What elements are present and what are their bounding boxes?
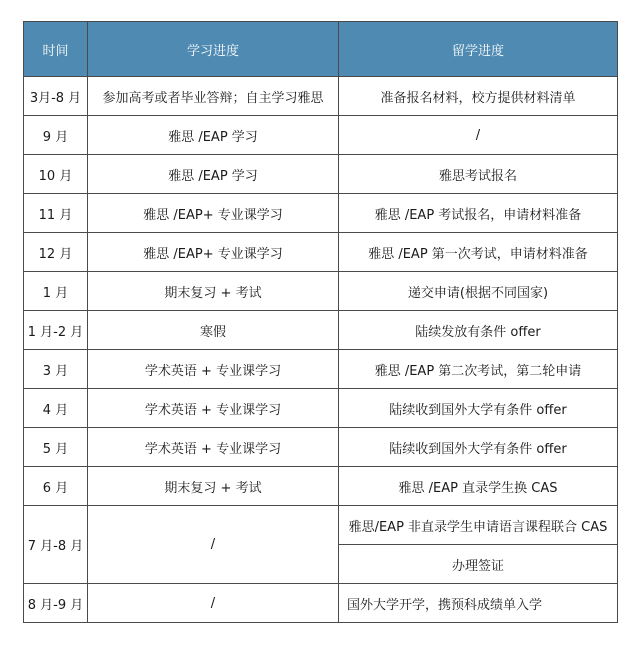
abroad-cell: 雅思 /EAP 第一次考试，申请材料准备 bbox=[339, 233, 618, 272]
table-row bbox=[24, 584, 618, 623]
time-cell: 7 月-8 月 bbox=[24, 506, 88, 584]
time-cell: 12 月 bbox=[24, 233, 88, 272]
table-row bbox=[24, 311, 618, 350]
abroad-cell: 陆续发放有条件 offer bbox=[339, 311, 618, 350]
study-cell: 参加高考或者毕业答辩；自主学习雅思 bbox=[88, 77, 339, 116]
time-cell: 10 月 bbox=[24, 155, 88, 194]
table-row bbox=[24, 77, 618, 116]
header-abroad-progress: 留学进度 bbox=[339, 22, 618, 77]
time-cell: 4 月 bbox=[24, 389, 88, 428]
study-cell: / bbox=[88, 506, 339, 584]
abroad-cell: 雅思考试报名 bbox=[339, 155, 618, 194]
time-cell: 5 月 bbox=[24, 428, 88, 467]
study-cell: 雅思 /EAP+ 专业课学习 bbox=[88, 194, 339, 233]
study-cell: 学术英语 + 专业课学习 bbox=[88, 350, 339, 389]
study-cell: / bbox=[88, 584, 339, 623]
time-cell: 8 月-9 月 bbox=[24, 584, 88, 623]
header-time: 时间 bbox=[24, 22, 88, 77]
table-row bbox=[24, 272, 618, 311]
study-cell: 雅思 /EAP 学习 bbox=[88, 116, 339, 155]
study-cell: 雅思 /EAP 学习 bbox=[88, 155, 339, 194]
abroad-cell: 雅思 /EAP 直录学生换 CAS bbox=[339, 467, 618, 506]
time-cell: 9 月 bbox=[24, 116, 88, 155]
study-cell: 期末复习 + 考试 bbox=[88, 272, 339, 311]
time-cell: 6 月 bbox=[24, 467, 88, 506]
study-cell: 学术英语 + 专业课学习 bbox=[88, 389, 339, 428]
table-row-split-top bbox=[24, 506, 618, 545]
table-row bbox=[24, 428, 618, 467]
abroad-cell: / bbox=[339, 116, 618, 155]
study-cell: 学术英语 + 专业课学习 bbox=[88, 428, 339, 467]
table-row bbox=[24, 350, 618, 389]
table-row bbox=[24, 155, 618, 194]
table-row bbox=[24, 233, 618, 272]
study-cell: 期末复习 + 考试 bbox=[88, 467, 339, 506]
abroad-cell: 递交申请(根据不同国家) bbox=[339, 272, 618, 311]
abroad-cell: 陆续收到国外大学有条件 offer bbox=[339, 428, 618, 467]
abroad-cell: 雅思 /EAP 考试报名，申请材料准备 bbox=[339, 194, 618, 233]
abroad-cell: 陆续收到国外大学有条件 offer bbox=[339, 389, 618, 428]
study-cell: 雅思 /EAP+ 专业课学习 bbox=[88, 233, 339, 272]
abroad-cell: 国外大学开学，携预科成绩单入学 bbox=[339, 584, 618, 623]
time-cell: 1 月 bbox=[24, 272, 88, 311]
study-cell: 寒假 bbox=[88, 311, 339, 350]
schedule-table bbox=[23, 21, 618, 623]
abroad-cell: 雅思 /EAP 第二次考试，第二轮申请 bbox=[339, 350, 618, 389]
abroad-cell: 准备报名材料，校方提供材料清单 bbox=[339, 77, 618, 116]
table-row bbox=[24, 467, 618, 506]
abroad-cell-top: 雅思/EAP 非直录学生申请语言课程联合 CAS bbox=[339, 506, 618, 545]
table-row bbox=[24, 194, 618, 233]
time-cell: 1 月-2 月 bbox=[24, 311, 88, 350]
table-row bbox=[24, 116, 618, 155]
time-cell: 11 月 bbox=[24, 194, 88, 233]
header-study-progress: 学习进度 bbox=[88, 22, 339, 77]
abroad-cell-bottom: 办理签证 bbox=[339, 545, 618, 584]
table-row bbox=[24, 389, 618, 428]
time-cell: 3月-8 月 bbox=[24, 77, 88, 116]
header-row bbox=[24, 22, 618, 77]
time-cell: 3 月 bbox=[24, 350, 88, 389]
